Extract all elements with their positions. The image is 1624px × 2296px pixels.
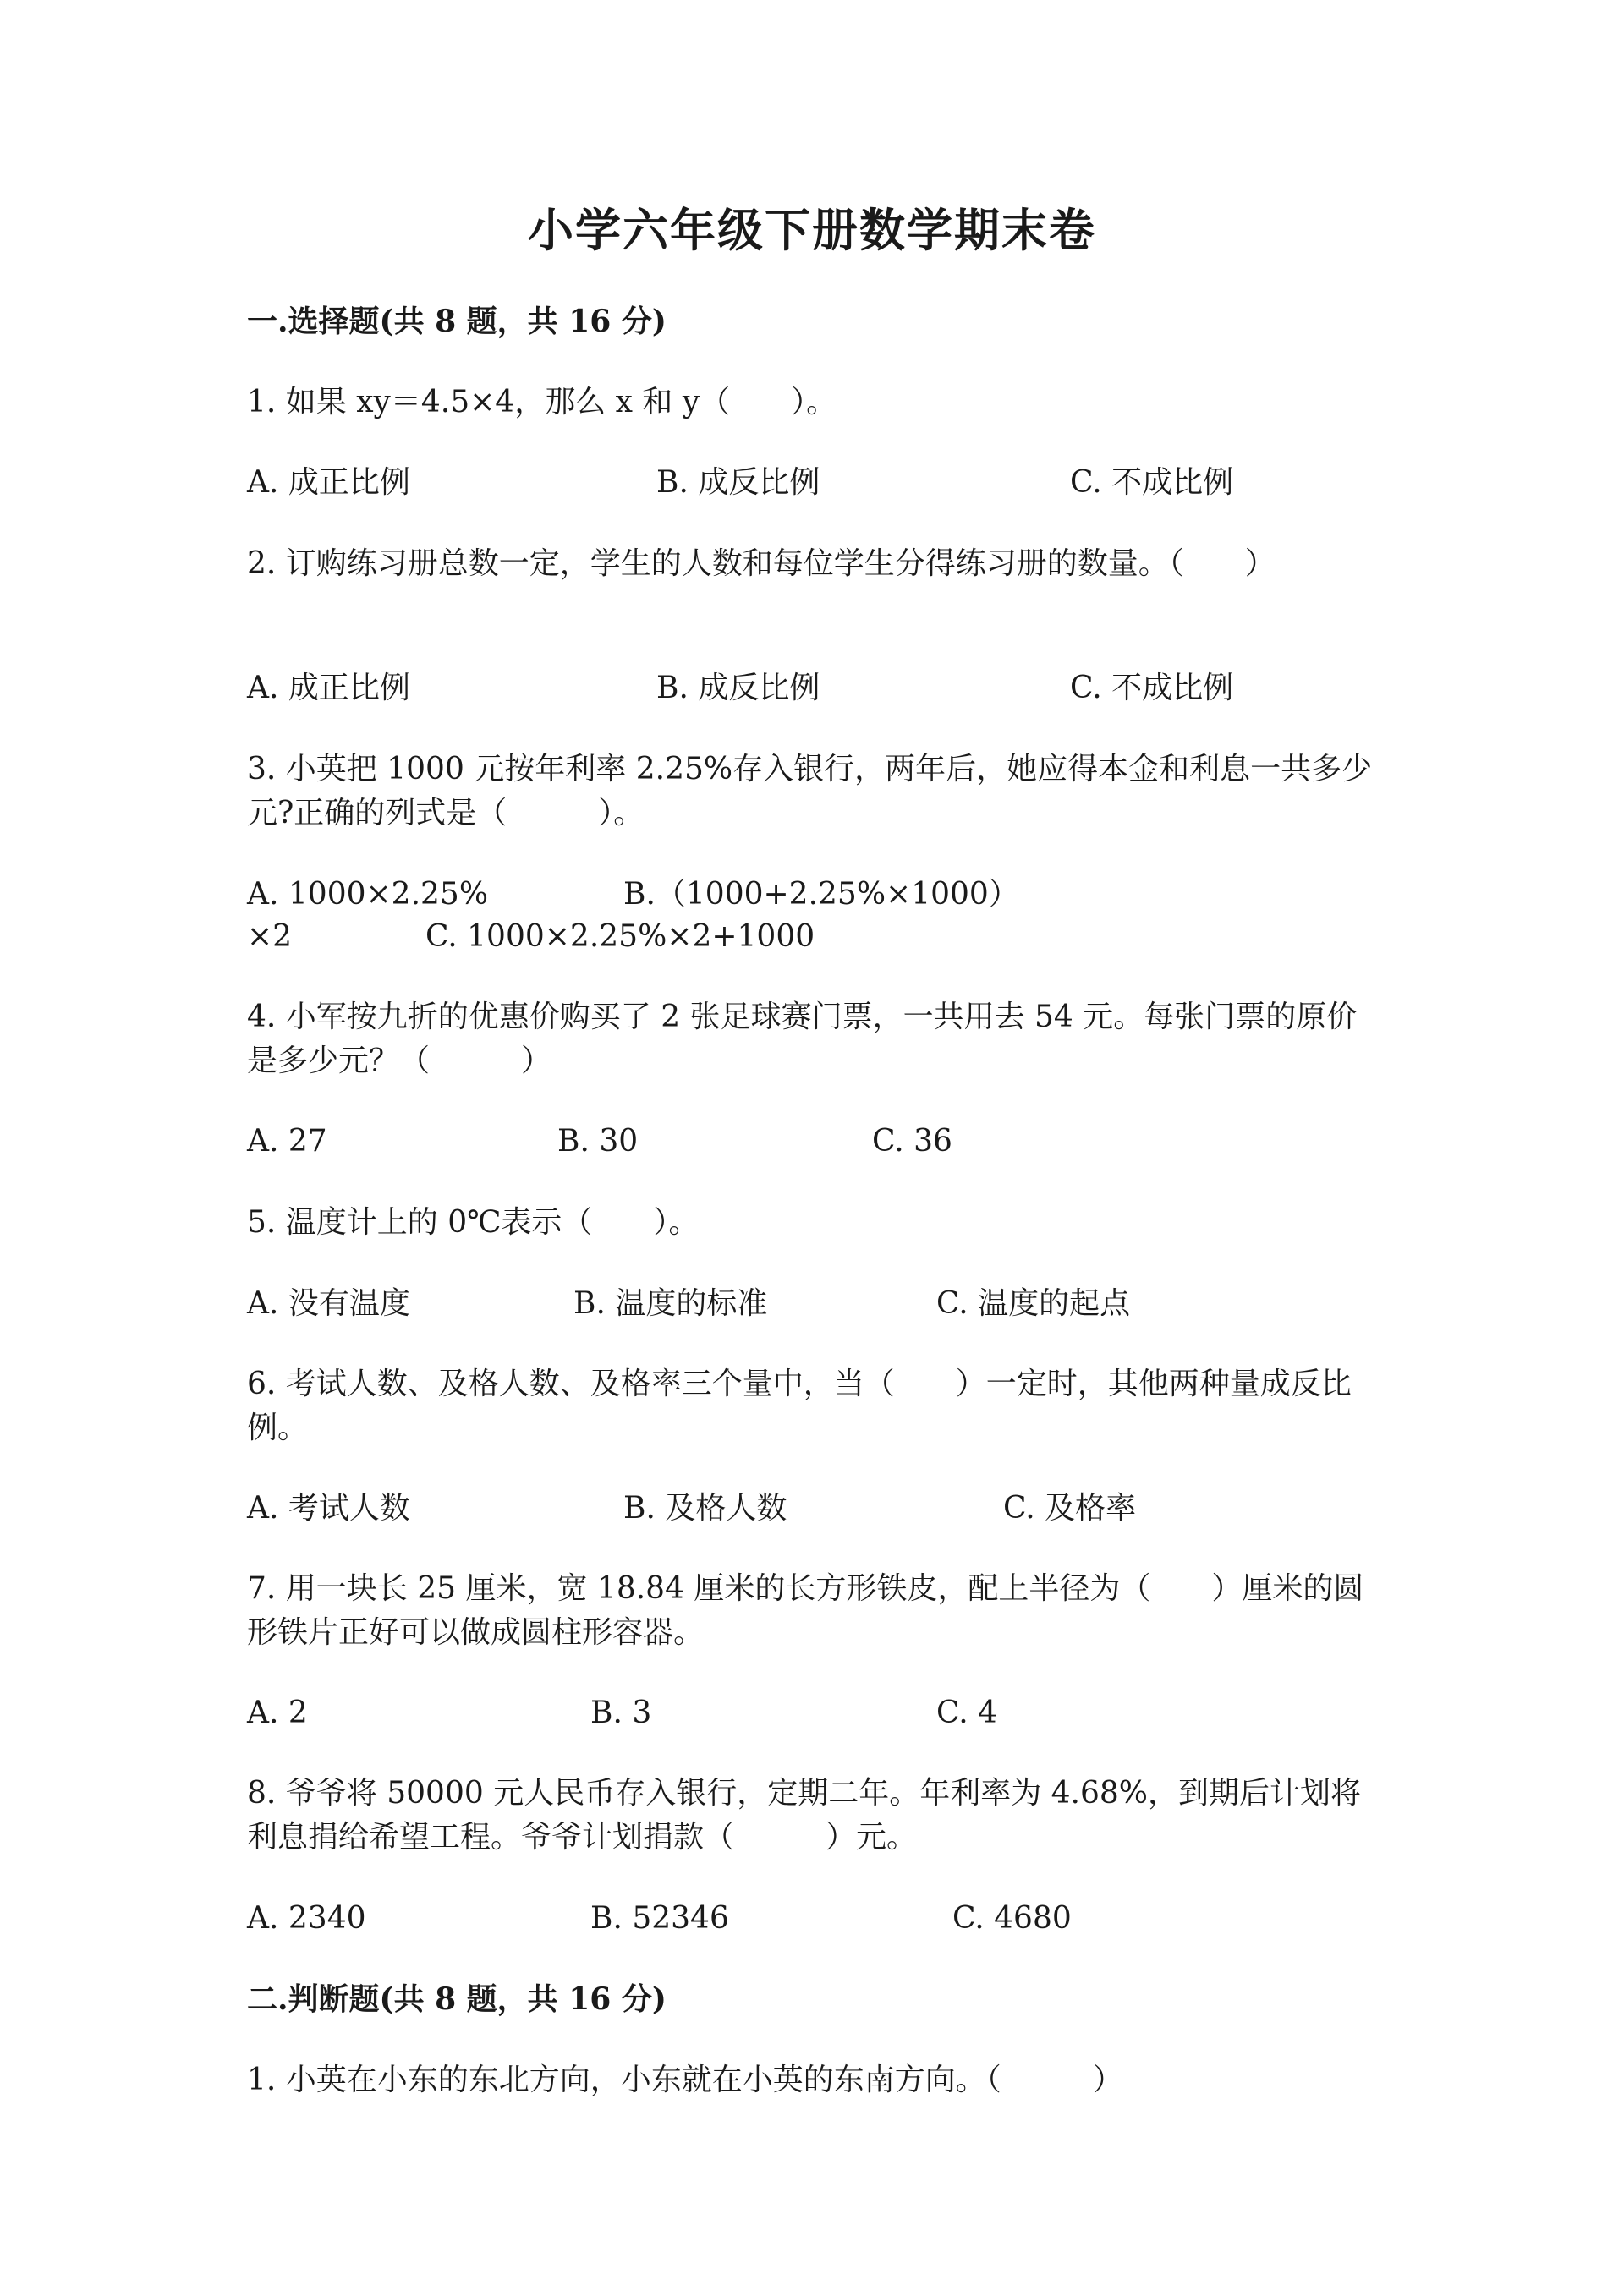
option-a: A. 考试人数 bbox=[247, 1491, 410, 1526]
option-a: A. 成正比例 bbox=[247, 671, 410, 705]
question-6-options bbox=[247, 1487, 1385, 1531]
question-4: 4. 小军按九折的优惠价购买了 2 张足球赛门票，一共用去 54 元。每张门票的原价是多少元？（ ） bbox=[247, 1000, 1358, 1078]
option-c: C. 4680 bbox=[952, 1901, 1072, 1936]
tf-question-1: 1. 小英在小东的东北方向，小东就在小英的东南方向。（ ） bbox=[247, 2063, 1123, 2097]
option-a: A. 2340 bbox=[247, 1901, 366, 1936]
question-5-options bbox=[247, 1282, 1385, 1326]
option-c: C. 不成比例 bbox=[1070, 465, 1234, 500]
question-4-options bbox=[247, 1120, 1385, 1164]
question-3-options-line2 bbox=[247, 915, 1385, 959]
option-c: C. 4 bbox=[936, 1696, 998, 1730]
question-6: 6. 考试人数、及格人数、及格率三个量中，当（ ）一定时，其他两种量成反比例。 bbox=[247, 1367, 1352, 1445]
question-8-options bbox=[247, 1897, 1385, 1941]
option-a: A. 没有温度 bbox=[247, 1286, 410, 1321]
question-1-options bbox=[247, 461, 1385, 505]
option-b: B. 52346 bbox=[590, 1901, 729, 1936]
option-b: B. 及格人数 bbox=[623, 1491, 787, 1526]
page-title: 小学六年级下册数学期末卷 bbox=[528, 203, 1096, 257]
option-b: B. 3 bbox=[590, 1696, 652, 1730]
question-8: 8. 爷爷将 50000 元人民币存入银行，定期二年。年利率为 4.68%，到期后计划将利息捐给希望工程。爷爷计划捐款（ ）元。 bbox=[247, 1776, 1362, 1855]
question-2: 2. 订购练习册总数一定，学生的人数和每位学生分得练习册的数量。（ ） bbox=[247, 546, 1276, 581]
option-a: A. 27 bbox=[247, 1124, 327, 1159]
option-c: C. 及格率 bbox=[1003, 1491, 1137, 1526]
question-3-options-line1 bbox=[247, 873, 1385, 917]
option-a: A. 2 bbox=[247, 1696, 308, 1730]
question-2-options bbox=[247, 666, 1385, 710]
option-c: C. 36 bbox=[872, 1124, 952, 1159]
section-heading-true-false: 二.判断题(共 8 题，共 16 分) bbox=[247, 1981, 667, 2017]
question-1: 1. 如果 xy＝4.5×4，那么 x 和 y（ ）。 bbox=[247, 385, 837, 419]
section-heading-choice: 一.选择题(共 8 题，共 16 分) bbox=[247, 304, 667, 339]
question-5: 5. 温度计上的 0℃表示（ ）。 bbox=[247, 1205, 700, 1240]
option-b-continued: ×2 bbox=[247, 919, 293, 954]
option-b: B. 30 bbox=[557, 1124, 639, 1159]
option-a: A. 1000×2.25% bbox=[247, 877, 489, 912]
question-3: 3. 小英把 1000 元按年利率 2.25%存入银行，两年后，她应得本金和利息一共多少元?正确的列式是（ ）。 bbox=[247, 752, 1373, 830]
option-c: C. 1000×2.25%×2+1000 bbox=[425, 919, 815, 954]
option-b: B. 成反比例 bbox=[656, 465, 820, 500]
question-7-options bbox=[247, 1691, 1385, 1735]
option-a: A. 成正比例 bbox=[247, 465, 410, 500]
option-b: B. 温度的标准 bbox=[573, 1286, 768, 1321]
option-b: B. 成反比例 bbox=[656, 671, 820, 705]
question-7: 7. 用一块长 25 厘米，宽 18.84 厘米的长方形铁皮，配上半径为（ ）厘米的圆形铁片正好可以做成圆柱形容器。 bbox=[247, 1571, 1364, 1650]
option-c: C. 不成比例 bbox=[1070, 671, 1234, 705]
option-c: C. 温度的起点 bbox=[936, 1286, 1131, 1321]
option-b: B.（1000+2.25%×1000） bbox=[623, 877, 1019, 912]
